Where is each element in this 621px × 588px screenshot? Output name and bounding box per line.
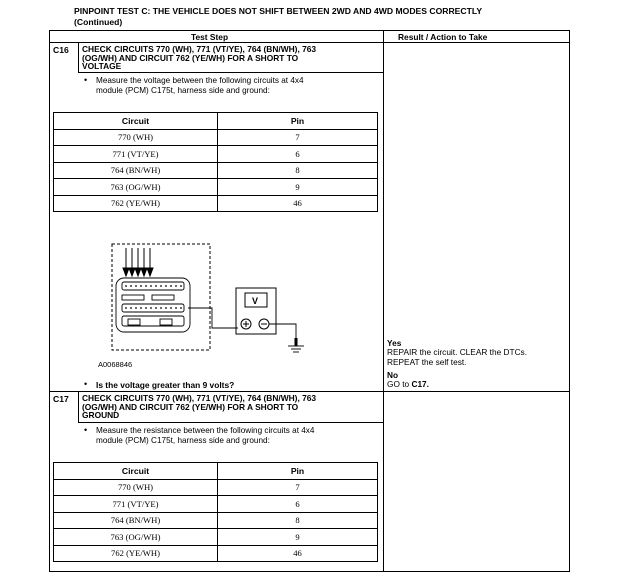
column-header-circuit: Circuit <box>54 113 218 130</box>
c16-question-bullet: • <box>84 379 88 389</box>
probe-wires <box>123 248 153 276</box>
c17-step-title: CHECK CIRCUITS 770 (WH), 771 (VT/YE), 764 (BN/WH), 763 (OG/WH) AND CIRCUIT 762 (YE/WH) FOR A SHORT TO GROUND <box>82 393 317 421</box>
voltmeter-label: V <box>252 296 259 306</box>
step-id-divider-c17 <box>78 391 79 422</box>
frame-bottom <box>49 571 570 572</box>
table-row: 762 (YE/WH) 46 <box>54 195 378 212</box>
header-bottom <box>49 42 570 43</box>
table-row: 763 (OG/WH) 9 <box>54 179 378 196</box>
table-row: 763 (OG/WH) 9 <box>54 529 378 546</box>
table-row: 771 (VT/YE) 6 <box>54 146 378 163</box>
meter-lead <box>188 308 238 328</box>
c16-question: Is the voltage greater than 9 volts? <box>96 380 235 390</box>
table-row: 764 (BN/WH) 8 <box>54 162 378 179</box>
c16-instruction: Measure the voltage between the following circuits at 4x4 module (PCM) C175t, harness side and ground: <box>96 76 304 95</box>
c16-result-yes: Yes REPAIR the circuit. CLEAR the DTCs. REPEAT the self test. <box>387 338 528 367</box>
table-row: 764 (BN/WH) 8 <box>54 512 378 529</box>
column-header-circuit: Circuit <box>54 463 218 480</box>
goto-c17-link[interactable]: C17. <box>411 379 429 390</box>
connector-pins <box>125 285 182 309</box>
page-title: PINPOINT TEST C: THE VEHICLE DOES NOT SHIFT BETWEEN 2WD AND 4WD MODES CORRECTLY (Continued) <box>74 6 483 27</box>
c16-bullet-dot: • <box>84 75 88 85</box>
ground-icon <box>295 338 298 346</box>
c16-circuit-table <box>53 112 378 212</box>
voltage-test-diagram <box>100 238 330 374</box>
c16-step-id: C16 <box>53 45 69 55</box>
table-header-row <box>54 113 378 130</box>
c16-result-no: No GO to C17. <box>387 370 429 390</box>
c16-c17-divider <box>49 391 570 392</box>
table-row: 770 (WH) 7 <box>54 479 378 496</box>
column-header-pin: Pin <box>218 463 378 480</box>
header-test-step: Test Step <box>191 32 229 42</box>
frame-right <box>569 30 570 572</box>
c16-step-title: CHECK CIRCUITS 770 (WH), 771 (VT/YE), 764 (BN/WH), 763 (OG/WH) AND CIRCUIT 762 (YE/WH) FOR A SHORT TO VOLTAGE <box>82 44 317 72</box>
voltmeter <box>236 288 276 334</box>
connector-c175t <box>116 278 190 332</box>
c17-step-id: C17 <box>53 394 69 404</box>
c17-instruction: Measure the resistance between the following circuits at 4x4 module (PCM) C175t, harness side and ground: <box>96 426 315 445</box>
table-row: 770 (WH) 7 <box>54 129 378 146</box>
figure-id: A0068846 <box>98 360 133 369</box>
c17-circuit-table <box>53 462 378 562</box>
table-row: 771 (VT/YE) 6 <box>54 496 378 513</box>
column-header-pin: Pin <box>218 113 378 130</box>
step-id-divider-c16 <box>78 42 79 72</box>
c17-bullet-dot: • <box>84 425 88 435</box>
frame-top <box>49 30 570 31</box>
frame-left <box>49 30 50 572</box>
column-divider <box>383 30 384 572</box>
ground-lead <box>269 324 304 352</box>
table-header-row <box>54 463 378 480</box>
c17-title-bottom <box>78 422 384 423</box>
c16-title-bottom <box>78 72 384 73</box>
header-result: Result / Action to Take <box>398 32 488 42</box>
harness-dashed-outline <box>112 244 210 350</box>
table-row: 762 (YE/WH) 46 <box>54 545 378 562</box>
